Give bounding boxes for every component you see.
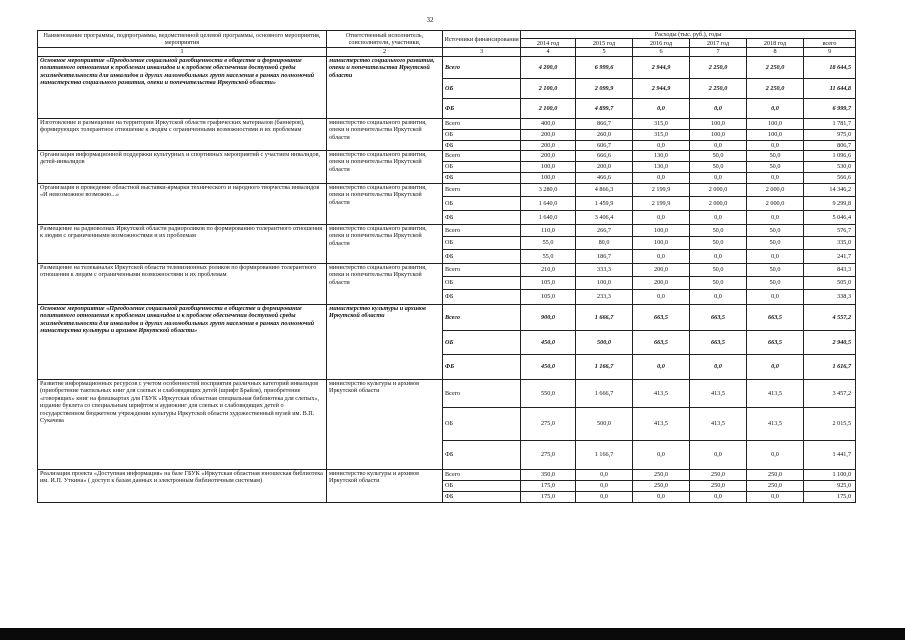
amount-cell: 200,0 (633, 276, 690, 289)
amount-cell: 250,0 (690, 469, 747, 480)
amount-cell: 2 100,0 (521, 98, 576, 118)
amount-cell: 3 406,4 (576, 210, 633, 224)
header-year: 2018 год (747, 39, 804, 48)
amount-cell: 900,0 (521, 304, 576, 330)
amount-cell: 0,0 (633, 172, 690, 183)
amount-cell: 0,0 (576, 469, 633, 480)
column-number: 9 (804, 48, 856, 56)
table-row (38, 263, 856, 276)
amount-cell: 2 250,0 (747, 78, 804, 98)
header-col3: Источники финансирования (443, 31, 521, 48)
amount-cell: 0,0 (747, 491, 804, 502)
funding-source: ФБ (443, 354, 521, 379)
amount-cell: 315,0 (633, 129, 690, 140)
amount-cell: 200,0 (521, 140, 576, 150)
amount-cell: 0,0 (633, 440, 690, 469)
amount-cell: 250,0 (747, 480, 804, 491)
amount-cell: 2 099,9 (576, 78, 633, 98)
amount-cell: 50,0 (690, 276, 747, 289)
funding-source: ОБ (443, 78, 521, 98)
amount-cell: 0,0 (633, 289, 690, 304)
amount-cell: 0,0 (747, 440, 804, 469)
total-cell: 925,0 (804, 480, 856, 491)
amount-cell: 266,7 (576, 224, 633, 236)
amount-cell: 606,7 (576, 140, 633, 150)
page-number: 32 (426, 16, 434, 24)
header-total: всего (804, 39, 856, 48)
amount-cell: 315,0 (633, 118, 690, 129)
amount-cell: 0,0 (633, 249, 690, 263)
funding-source: ОБ (443, 236, 521, 249)
amount-cell: 1 666,7 (576, 304, 633, 330)
amount-cell: 250,0 (633, 469, 690, 480)
column-number: 6 (633, 48, 690, 56)
amount-cell: 2 250,0 (747, 56, 804, 78)
amount-cell: 1 166,7 (576, 440, 633, 469)
total-cell: 11 644,8 (804, 78, 856, 98)
amount-cell: 50,0 (747, 276, 804, 289)
amount-cell: 250,0 (633, 480, 690, 491)
scan-bottom-edge (0, 628, 905, 640)
amount-cell: 0,0 (747, 289, 804, 304)
amount-cell: 50,0 (690, 161, 747, 172)
total-cell: 1 096,6 (804, 150, 856, 161)
funding-source: ФБ (443, 289, 521, 304)
amount-cell: 100,0 (521, 172, 576, 183)
amount-cell: 0,0 (690, 491, 747, 502)
amount-cell: 100,0 (690, 118, 747, 129)
activity-name: Организация информационной поддержки культурных и спортивных мероприятий с участием инвалидов, детей-инвалидов (38, 150, 327, 183)
executor: министерство культуры и архивов Иркутской области (327, 469, 443, 502)
amount-cell: 50,0 (747, 224, 804, 236)
amount-cell: 0,0 (576, 491, 633, 502)
table-row (38, 56, 856, 78)
executor: министерство культуры и архивов Иркутской области (327, 379, 443, 469)
amount-cell: 0,0 (690, 172, 747, 183)
amount-cell: 2 199,9 (633, 183, 690, 196)
amount-cell: 50,0 (690, 224, 747, 236)
activity-name: Организация и проведение областной выставки-ярмарки технического и народного творчества инвалидов «И невозможное возможно...» (38, 183, 327, 224)
total-cell: 18 644,5 (804, 56, 856, 78)
amount-cell: 663,5 (633, 304, 690, 330)
total-cell: 14 346,2 (804, 183, 856, 196)
amount-cell: 1 459,9 (576, 196, 633, 210)
header-col1: Наименование программы, подпрограммы, ведомственной целевой программы, основного мероприятия, мероприятия (38, 31, 327, 48)
funding-source: ФБ (443, 440, 521, 469)
column-number: 7 (690, 48, 747, 56)
amount-cell: 2 000,0 (690, 196, 747, 210)
amount-cell: 450,0 (521, 330, 576, 354)
total-cell: 338,3 (804, 289, 856, 304)
amount-cell: 55,0 (521, 236, 576, 249)
amount-cell: 260,0 (576, 129, 633, 140)
amount-cell: 350,0 (521, 469, 576, 480)
amount-cell: 413,5 (633, 379, 690, 407)
activity-name: Развитие информационных ресурсов с учетом особенностей восприятия различных категорий инвалидов (приобретение тактильных книг для слепых и слабовидящих детей (шрифт Брайля), приобретение «говорящих» книг на флешкартах для ГБУК «Иркутская областная специальная библиотека для слепых», издание буклета со специальным шрифтом и аудиокниг для слепых и слабовидящих детей о государственном бюджетном учреждении культуры Иркутской области художественный музей им. В.П. Сукачева (38, 379, 327, 469)
total-cell: 1 616,7 (804, 354, 856, 379)
amount-cell: 866,7 (576, 118, 633, 129)
amount-cell: 200,0 (521, 129, 576, 140)
total-cell: 1 781,7 (804, 118, 856, 129)
budget-table (37, 30, 856, 503)
amount-cell: 250,0 (747, 469, 804, 480)
total-cell: 806,7 (804, 140, 856, 150)
amount-cell: 1 166,7 (576, 354, 633, 379)
amount-cell: 0,0 (747, 210, 804, 224)
amount-cell: 0,0 (747, 354, 804, 379)
total-cell: 2 940,5 (804, 330, 856, 354)
funding-source: ФБ (443, 140, 521, 150)
executor: министерство социального развития, опеки и попечительства Иркутской области (327, 150, 443, 183)
total-cell: 975,0 (804, 129, 856, 140)
amount-cell: 105,0 (521, 289, 576, 304)
amount-cell: 100,0 (633, 224, 690, 236)
column-number: 2 (327, 48, 443, 56)
amount-cell: 50,0 (690, 150, 747, 161)
total-cell: 576,7 (804, 224, 856, 236)
amount-cell: 1 640,0 (521, 196, 576, 210)
budget-table-sheet (37, 30, 855, 503)
amount-cell: 0,0 (633, 491, 690, 502)
activity-name: Основное мероприятие «Преодоление социальной разобщенности в обществе и формирование позитивного отношения к проблемам инвалидов и к проблеме обеспечения доступной среды жизнедеятельности для инвалидов и других маломобильных групп населения в рамках полномочий министерства социального развития, опеки и попечительства Иркутской области» (38, 56, 327, 118)
activity-name: Размещение на радиоволнах Иркутской области радиороликов по формированию толерантного отношения к людям с ограниченными возможностями и их проблемам (38, 224, 327, 263)
table-row (38, 469, 856, 480)
amount-cell: 0,0 (576, 480, 633, 491)
funding-source: ОБ (443, 407, 521, 440)
amount-cell: 250,0 (690, 480, 747, 491)
amount-cell: 2 250,0 (690, 78, 747, 98)
funding-source: Всего (443, 150, 521, 161)
column-number: 3 (443, 48, 521, 56)
amount-cell: 663,5 (747, 304, 804, 330)
funding-source: ФБ (443, 98, 521, 118)
total-cell: 505,0 (804, 276, 856, 289)
amount-cell: 0,0 (633, 140, 690, 150)
total-cell: 530,0 (804, 161, 856, 172)
amount-cell: 175,0 (521, 491, 576, 502)
amount-cell: 110,0 (521, 224, 576, 236)
amount-cell: 210,0 (521, 263, 576, 276)
amount-cell: 200,0 (521, 150, 576, 161)
amount-cell: 50,0 (690, 236, 747, 249)
funding-source: Всего (443, 224, 521, 236)
amount-cell: 200,0 (576, 161, 633, 172)
amount-cell: 663,5 (690, 330, 747, 354)
amount-cell: 100,0 (576, 276, 633, 289)
table-row (38, 304, 856, 330)
amount-cell: 130,0 (633, 150, 690, 161)
amount-cell: 550,0 (521, 379, 576, 407)
funding-source: ОБ (443, 330, 521, 354)
amount-cell: 0,0 (690, 354, 747, 379)
amount-cell: 6 999,6 (576, 56, 633, 78)
funding-source: ФБ (443, 210, 521, 224)
header-col2: Ответственный исполнитель, соисполнители, участники, (327, 31, 443, 48)
amount-cell: 0,0 (690, 210, 747, 224)
funding-source: Всего (443, 183, 521, 196)
funding-source: ОБ (443, 276, 521, 289)
amount-cell: 200,0 (633, 263, 690, 276)
amount-cell: 500,0 (576, 330, 633, 354)
activity-name: Реализация проекта «Доступная информация» на базе ГБУК «Иркутская областная юношеская библиотека им. И.П. Уткина» ( доступ к базам данных и электронным библиотечным системам) (38, 469, 327, 502)
funding-source: ОБ (443, 196, 521, 210)
amount-cell: 2 000,0 (747, 183, 804, 196)
funding-source: ФБ (443, 491, 521, 502)
amount-cell: 0,0 (690, 289, 747, 304)
total-cell: 843,3 (804, 263, 856, 276)
header-year: 2016 год (633, 39, 690, 48)
amount-cell: 50,0 (747, 263, 804, 276)
amount-cell: 413,5 (747, 379, 804, 407)
executor: министерство социального развития, опеки и попечительства Иркутской области (327, 118, 443, 150)
amount-cell: 2 944,9 (633, 56, 690, 78)
amount-cell: 80,0 (576, 236, 633, 249)
header-expenses: Расходы (тыс. руб.), годы (521, 31, 856, 39)
amount-cell: 55,0 (521, 249, 576, 263)
amount-cell: 50,0 (747, 161, 804, 172)
amount-cell: 0,0 (633, 98, 690, 118)
amount-cell: 4 899,7 (576, 98, 633, 118)
amount-cell: 2 100,0 (521, 78, 576, 98)
amount-cell: 450,0 (521, 354, 576, 379)
amount-cell: 50,0 (747, 236, 804, 249)
header-year: 2015 год (576, 39, 633, 48)
amount-cell: 400,0 (521, 118, 576, 129)
amount-cell: 100,0 (690, 129, 747, 140)
amount-cell: 50,0 (747, 150, 804, 161)
total-cell: 1 100,0 (804, 469, 856, 480)
total-cell: 5 046,4 (804, 210, 856, 224)
header-year: 2014 год (521, 39, 576, 48)
total-cell: 335,0 (804, 236, 856, 249)
table-row (38, 224, 856, 236)
amount-cell: 186,7 (576, 249, 633, 263)
funding-source: Всего (443, 379, 521, 407)
amount-cell: 0,0 (747, 98, 804, 118)
header-year: 2017 год (690, 39, 747, 48)
amount-cell: 413,5 (633, 407, 690, 440)
amount-cell: 2 000,0 (747, 196, 804, 210)
funding-source: ОБ (443, 129, 521, 140)
amount-cell: 333,3 (576, 263, 633, 276)
amount-cell: 100,0 (633, 236, 690, 249)
amount-cell: 663,5 (747, 330, 804, 354)
amount-cell: 0,0 (747, 249, 804, 263)
activity-name: Размещение на телеканалах Иркутской области телевизионных роликов по формированию толерантного отношения к людям с ограниченными возможностями и их проблемам (38, 263, 327, 304)
amount-cell: 2 000,0 (690, 183, 747, 196)
funding-source: Всего (443, 263, 521, 276)
amount-cell: 0,0 (690, 440, 747, 469)
activity-name: Основное мероприятие «Преодоление социальной разобщенности в обществе и формирование позитивного отношения к проблемам инвалидов и к проблеме обеспечения доступной среды жизнедеятельности для инвалидов и других маломобильных групп населения в рамках полномочий министерства культуры и архивов Иркутской области» (38, 304, 327, 379)
amount-cell: 500,0 (576, 407, 633, 440)
column-number: 1 (38, 48, 327, 56)
funding-source: Всего (443, 118, 521, 129)
amount-cell: 3 280,0 (521, 183, 576, 196)
table-row (38, 150, 856, 161)
amount-cell: 0,0 (747, 140, 804, 150)
amount-cell: 666,6 (576, 150, 633, 161)
funding-source: ОБ (443, 161, 521, 172)
amount-cell: 2 199,9 (633, 196, 690, 210)
executor: министерство социального развития, опеки и попечительства Иркутской области (327, 56, 443, 118)
amount-cell: 130,0 (633, 161, 690, 172)
amount-cell: 275,0 (521, 407, 576, 440)
amount-cell: 663,5 (633, 330, 690, 354)
table-row (38, 118, 856, 129)
executor: министерство социального развития, опеки и попечительства Иркутской области (327, 263, 443, 304)
total-cell: 6 999,7 (804, 98, 856, 118)
funding-source: Всего (443, 56, 521, 78)
amount-cell: 100,0 (521, 161, 576, 172)
activity-name: Изготовление и размещение на территории Иркутской области графических материалов (баннеров), формирующих толерантное отношение к людям с ограниченными возможностями и их проблемам (38, 118, 327, 150)
amount-cell: 4 866,3 (576, 183, 633, 196)
total-cell: 175,0 (804, 491, 856, 502)
column-number: 8 (747, 48, 804, 56)
amount-cell: 233,3 (576, 289, 633, 304)
total-cell: 3 457,2 (804, 379, 856, 407)
table-row (38, 183, 856, 196)
amount-cell: 0,0 (747, 172, 804, 183)
amount-cell: 105,0 (521, 276, 576, 289)
amount-cell: 663,5 (690, 304, 747, 330)
amount-cell: 1 666,7 (576, 379, 633, 407)
amount-cell: 413,5 (690, 379, 747, 407)
column-number: 5 (576, 48, 633, 56)
amount-cell: 275,0 (521, 440, 576, 469)
total-cell: 2 015,5 (804, 407, 856, 440)
funding-source: ОБ (443, 480, 521, 491)
executor: министерство культуры и архивов Иркутской области (327, 304, 443, 379)
amount-cell: 100,0 (747, 118, 804, 129)
amount-cell: 0,0 (633, 354, 690, 379)
executor: министерство социального развития, опеки и попечительства Иркутской области (327, 183, 443, 224)
amount-cell: 4 200,0 (521, 56, 576, 78)
amount-cell: 413,5 (690, 407, 747, 440)
amount-cell: 413,5 (747, 407, 804, 440)
total-cell: 566,6 (804, 172, 856, 183)
total-cell: 1 441,7 (804, 440, 856, 469)
executor: министерство социального развития, опеки и попечительства Иркутской области (327, 224, 443, 263)
total-cell: 241,7 (804, 249, 856, 263)
amount-cell: 0,0 (690, 140, 747, 150)
funding-source: ФБ (443, 172, 521, 183)
total-cell: 4 557,2 (804, 304, 856, 330)
amount-cell: 1 640,0 (521, 210, 576, 224)
column-number: 4 (521, 48, 576, 56)
amount-cell: 0,0 (690, 249, 747, 263)
amount-cell: 175,0 (521, 480, 576, 491)
amount-cell: 2 250,0 (690, 56, 747, 78)
amount-cell: 50,0 (690, 263, 747, 276)
funding-source: ФБ (443, 249, 521, 263)
table-row (38, 379, 856, 407)
amount-cell: 2 944,9 (633, 78, 690, 98)
amount-cell: 100,0 (747, 129, 804, 140)
amount-cell: 466,6 (576, 172, 633, 183)
total-cell: 9 299,8 (804, 196, 856, 210)
amount-cell: 0,0 (690, 98, 747, 118)
funding-source: Всего (443, 469, 521, 480)
amount-cell: 0,0 (633, 210, 690, 224)
funding-source: Всего (443, 304, 521, 330)
